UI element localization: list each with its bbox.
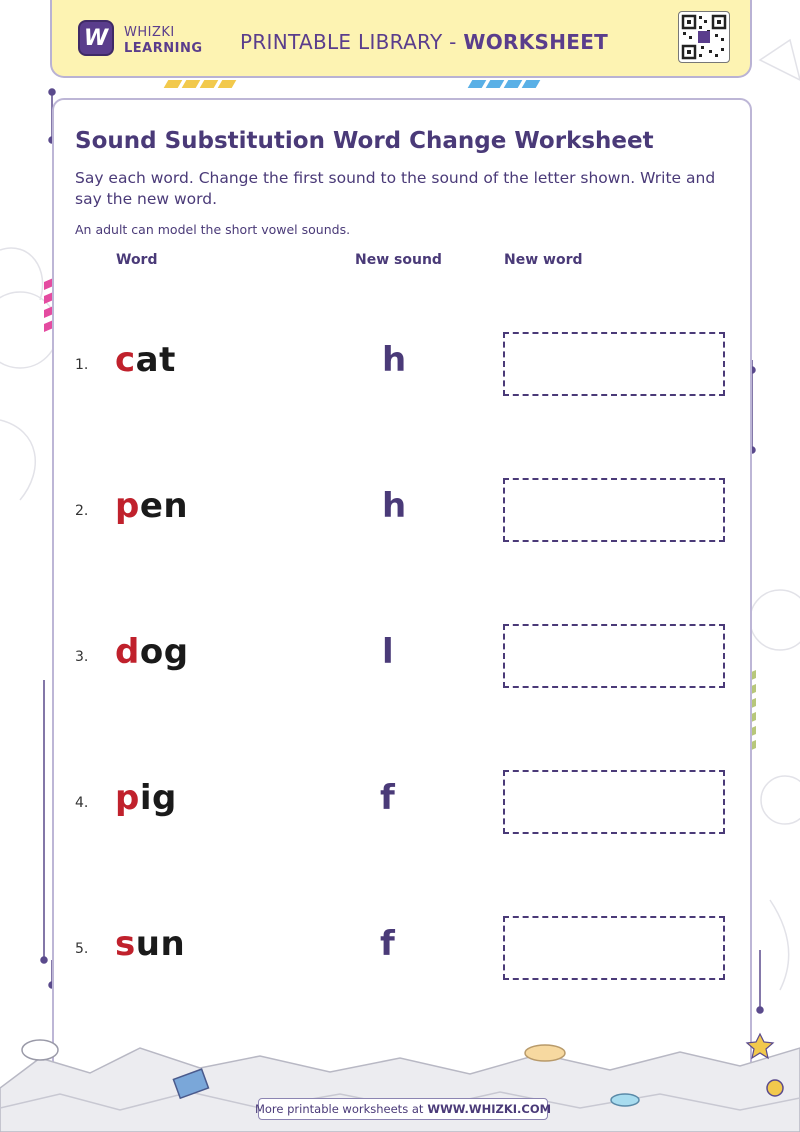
- logo-text: [124, 25, 203, 57]
- logo-mark: W: [83, 25, 109, 51]
- row-number: 5.: [75, 941, 89, 957]
- column-header-new-sound: New sound: [355, 252, 442, 268]
- row-number: 4.: [75, 795, 89, 811]
- instructions: Say each word. Change the first sound to the sound of the letter shown. Write and say the new word.: [75, 169, 716, 208]
- logo-line-1: WHIZKI: [124, 25, 175, 40]
- word-rest: en: [139, 486, 189, 526]
- row-number: 1.: [75, 357, 89, 373]
- word-rest: un: [135, 924, 186, 964]
- yellow-stripes: [166, 80, 234, 90]
- new-sound-letter: h: [382, 486, 407, 526]
- word-rest: ig: [139, 778, 177, 818]
- new-sound-letter: h: [382, 340, 407, 380]
- new-sound-letter: l: [382, 632, 394, 672]
- word-rest: og: [139, 632, 189, 672]
- first-letter: p: [115, 778, 140, 818]
- column-header-word: Word: [116, 252, 158, 268]
- column-header-new-word: New word: [504, 252, 583, 268]
- logo-line-2: LEARNING: [124, 41, 203, 56]
- footer-site-link[interactable]: WWW.WHIZKI.COM: [427, 1102, 552, 1116]
- qr-code-icon[interactable]: [678, 11, 730, 63]
- header-banner: [50, 0, 752, 78]
- banner-prefix: PRINTABLE LIBRARY -: [240, 30, 464, 54]
- blue-stripes: [470, 80, 538, 90]
- answer-box[interactable]: [503, 624, 725, 688]
- source-word: [115, 632, 189, 672]
- footer-link-bar[interactable]: [254, 1098, 552, 1120]
- page-title: Sound Substitution Word Change Worksheet: [75, 128, 654, 154]
- answer-box[interactable]: [503, 332, 725, 396]
- row-number: 2.: [75, 503, 89, 519]
- answer-box[interactable]: [503, 770, 725, 834]
- banner-bold: WORKSHEET: [463, 30, 609, 54]
- source-word: [115, 486, 188, 526]
- first-letter: s: [115, 924, 136, 964]
- banner-title: [240, 30, 608, 54]
- first-letter: c: [115, 340, 136, 380]
- row-number: 3.: [75, 649, 89, 665]
- first-letter: p: [115, 486, 140, 526]
- footer-text: More printable worksheets at: [254, 1102, 424, 1116]
- whizki-logo-icon[interactable]: [78, 20, 114, 56]
- first-letter: d: [115, 632, 140, 672]
- new-sound-letter: f: [380, 924, 395, 964]
- answer-box[interactable]: [503, 916, 725, 980]
- word-rest: at: [135, 340, 176, 380]
- adult-note: An adult can model the short vowel sounds.: [75, 222, 351, 237]
- source-word: [115, 778, 177, 818]
- new-sound-letter: f: [380, 778, 395, 818]
- source-word: [115, 340, 176, 380]
- source-word: [115, 924, 185, 964]
- answer-box[interactable]: [503, 478, 725, 542]
